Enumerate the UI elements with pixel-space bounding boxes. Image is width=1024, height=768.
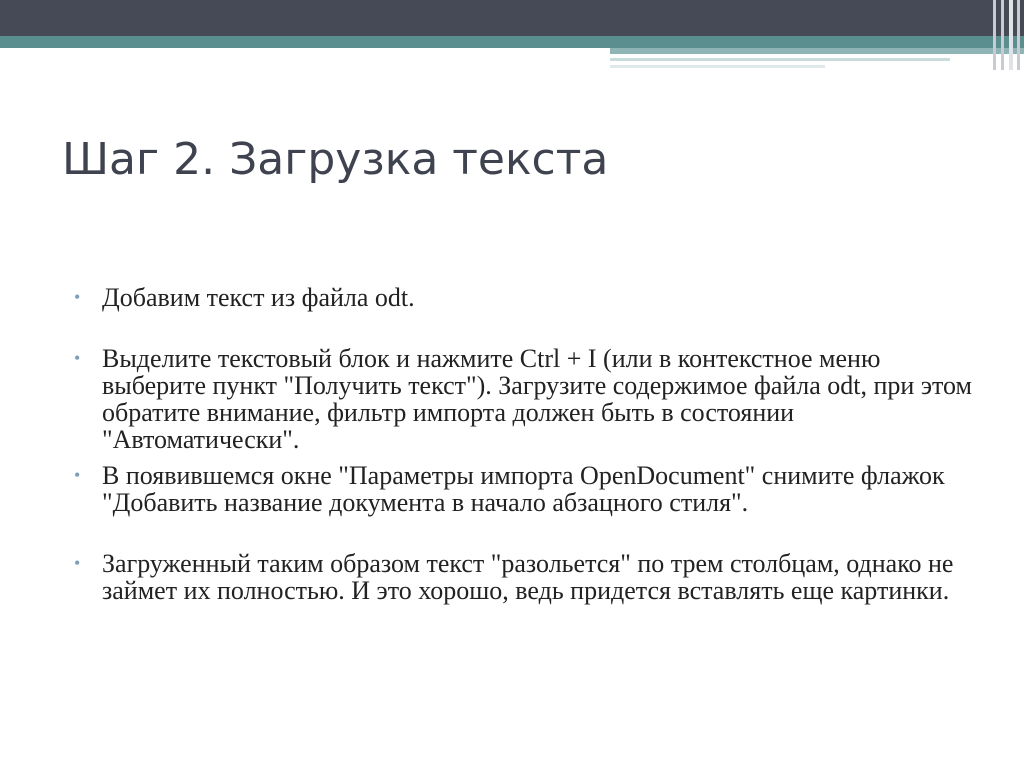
bullet-text: Загруженный таким образом текст "разольется" по трем столбцам, однако не займет их полностью. И это хорошо, ведь придется вставлять еще картинки. xyxy=(102,549,954,605)
header-thin-line xyxy=(610,58,950,61)
bullet-item xyxy=(74,462,974,516)
slide-title: Шаг 2. Загрузка текста xyxy=(62,134,609,185)
header-thin-line-short xyxy=(610,65,825,68)
bullet-item xyxy=(74,345,974,453)
bullet-item xyxy=(74,550,974,604)
bullet-dot-icon: • xyxy=(74,553,81,573)
corner-stripe xyxy=(1001,0,1004,70)
corner-stripe xyxy=(1009,0,1013,70)
bullet-text: В появившемся окне "Параметры импорта OpenDocument" снимите флажок "Добавить название документа в начало абзацного стиля". xyxy=(102,461,945,517)
bullet-item xyxy=(74,284,974,311)
bullet-text: Добавим текст из файла odt. xyxy=(102,283,415,312)
header-light-band xyxy=(610,48,1024,54)
bullet-text: Выделите текстовый блок и нажмите Ctrl + I (или в контекстное меню выберите пункт "Получить текст"). Загрузите содержимое файла odt, при этом обратите внимание, фильтр импорта должен быть в состоянии "Автоматически". xyxy=(102,344,972,454)
header-teal-band xyxy=(0,36,1024,48)
bullet-dot-icon: • xyxy=(74,287,81,307)
bullet-dot-icon: • xyxy=(74,348,81,368)
corner-stripe xyxy=(993,0,996,70)
header-dark-band xyxy=(0,0,1024,36)
corner-stripe xyxy=(1017,0,1020,70)
bullet-dot-icon: • xyxy=(74,465,81,485)
bullet-list xyxy=(74,284,974,604)
